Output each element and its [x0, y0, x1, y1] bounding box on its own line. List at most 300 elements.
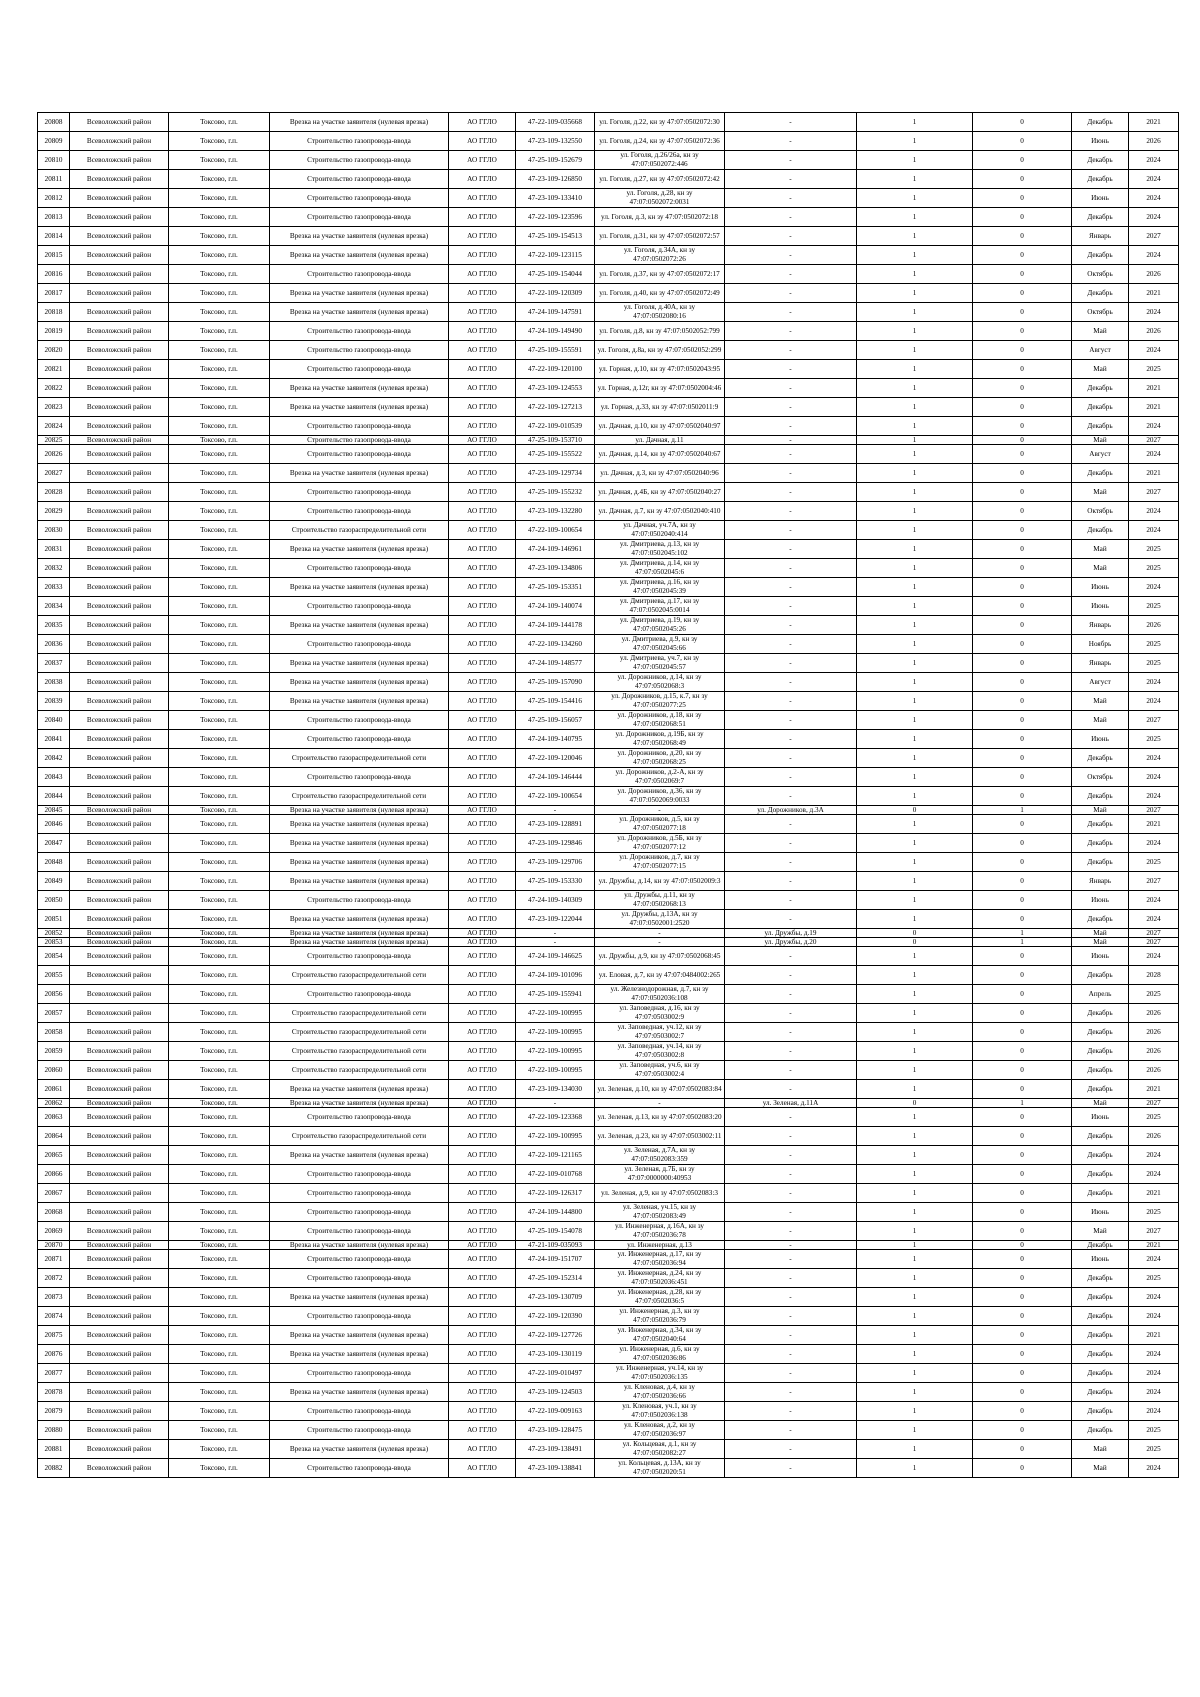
month-cell: Декабрь — [1072, 834, 1129, 853]
address-cadastral-cell: ул. Горная, д.33, кн зу 47:07:0502011:9 — [595, 398, 725, 417]
table-row — [38, 947, 1179, 966]
alt-address-cell: - — [725, 341, 857, 360]
work-type-cell: Строительство газораспределительной сети — [270, 787, 449, 806]
organization-cell: АО ГГЛО — [449, 1241, 516, 1250]
work-type-cell: Строительство газопровода-ввода — [270, 151, 449, 170]
address-cadastral-cell: ул. Инженерная, д.28, кн зу 47:07:0502036:5 — [595, 1288, 725, 1307]
settlement-cell: Токсово, г.п. — [169, 1203, 270, 1222]
application-code-cell: 47-22-109-120309 — [516, 284, 595, 303]
organization-cell: АО ГГЛО — [449, 303, 516, 322]
table-row — [38, 1080, 1179, 1099]
quantity-b-cell: 0 — [973, 692, 1072, 711]
year-cell: 2024 — [1129, 417, 1179, 436]
district-cell: Всеволожский район — [70, 1099, 169, 1108]
quantity-b-cell: 0 — [973, 1326, 1072, 1345]
settlement-cell: Токсово, г.п. — [169, 483, 270, 502]
table-row — [38, 417, 1179, 436]
quantity-a-cell: 1 — [857, 673, 973, 692]
alt-address-cell: - — [725, 891, 857, 910]
table-row — [38, 284, 1179, 303]
work-type-cell: Врезка на участке заявителя (нулевая врезка) — [270, 1080, 449, 1099]
row-number-cell: 20809 — [38, 132, 70, 151]
alt-address-cell: - — [725, 910, 857, 929]
district-cell: Всеволожский район — [70, 806, 169, 815]
table-row — [38, 1440, 1179, 1459]
quantity-a-cell: 1 — [857, 1108, 973, 1127]
table-row — [38, 1383, 1179, 1402]
row-number-cell: 20822 — [38, 379, 70, 398]
settlement-cell: Токсово, г.п. — [169, 445, 270, 464]
quantity-b-cell: 0 — [973, 597, 1072, 616]
settlement-cell: Токсово, г.п. — [169, 616, 270, 635]
month-cell: Декабрь — [1072, 1269, 1129, 1288]
month-cell: Май — [1072, 540, 1129, 559]
year-cell: 2026 — [1129, 1061, 1179, 1080]
district-cell: Всеволожский район — [70, 966, 169, 985]
district-cell: Всеволожский район — [70, 654, 169, 673]
alt-address-cell: - — [725, 1459, 857, 1478]
work-type-cell: Строительство газопровода-ввода — [270, 360, 449, 379]
address-cadastral-cell: ул. Железнодорожная, д.7, кн зу 47:07:0502036:108 — [595, 985, 725, 1004]
work-type-cell: Строительство газопровода-ввода — [270, 189, 449, 208]
row-number-cell: 20836 — [38, 635, 70, 654]
work-type-cell: Строительство газопровода-ввода — [270, 891, 449, 910]
alt-address-cell: - — [725, 787, 857, 806]
row-number-cell: 20814 — [38, 227, 70, 246]
row-number-cell: 20813 — [38, 208, 70, 227]
table-row — [38, 1099, 1179, 1108]
settlement-cell: Токсово, г.п. — [169, 711, 270, 730]
month-cell: Декабрь — [1072, 1307, 1129, 1326]
quantity-a-cell: 1 — [857, 1203, 973, 1222]
table-row — [38, 208, 1179, 227]
alt-address-cell: - — [725, 1345, 857, 1364]
row-number-cell: 20877 — [38, 1364, 70, 1383]
quantity-a-cell: 1 — [857, 417, 973, 436]
settlement-cell: Токсово, г.п. — [169, 1326, 270, 1345]
district-cell: Всеволожский район — [70, 872, 169, 891]
settlement-cell: Токсово, г.п. — [169, 1061, 270, 1080]
district-cell: Всеволожский район — [70, 1146, 169, 1165]
district-cell: Всеволожский район — [70, 417, 169, 436]
quantity-b-cell: 0 — [973, 1146, 1072, 1165]
settlement-cell: Токсово, г.п. — [169, 360, 270, 379]
work-type-cell: Строительство газопровода-ввода — [270, 322, 449, 341]
district-cell: Всеволожский район — [70, 938, 169, 947]
gasification-schedule-table — [37, 112, 1179, 1478]
work-type-cell: Врезка на участке заявителя (нулевая врезка) — [270, 616, 449, 635]
organization-cell: АО ГГЛО — [449, 1459, 516, 1478]
row-number-cell: 20860 — [38, 1061, 70, 1080]
quantity-a-cell: 1 — [857, 464, 973, 483]
organization-cell: АО ГГЛО — [449, 834, 516, 853]
quantity-a-cell: 1 — [857, 1402, 973, 1421]
district-cell: Всеволожский район — [70, 616, 169, 635]
quantity-b-cell: 0 — [973, 1269, 1072, 1288]
year-cell: 2024 — [1129, 170, 1179, 189]
address-cadastral-cell: ул. Дорожников, д.5, кн зу 47:07:0502077:18 — [595, 815, 725, 834]
district-cell: Всеволожский район — [70, 540, 169, 559]
year-cell: 2025 — [1129, 635, 1179, 654]
row-number-cell: 20845 — [38, 806, 70, 815]
work-type-cell: Строительство газопровода-ввода — [270, 1421, 449, 1440]
settlement-cell: Токсово, г.п. — [169, 379, 270, 398]
alt-address-cell: - — [725, 578, 857, 597]
table-row — [38, 1269, 1179, 1288]
district-cell: Всеволожский район — [70, 113, 169, 132]
month-cell: Октябрь — [1072, 303, 1129, 322]
address-cadastral-cell: ул. Дорожников, д.19Б, кн зу 47:07:0502068:49 — [595, 730, 725, 749]
quantity-a-cell: 1 — [857, 284, 973, 303]
quantity-a-cell: 1 — [857, 1146, 973, 1165]
row-number-cell: 20824 — [38, 417, 70, 436]
quantity-b-cell: 0 — [973, 436, 1072, 445]
quantity-a-cell: 1 — [857, 341, 973, 360]
alt-address-cell: - — [725, 1222, 857, 1241]
quantity-a-cell: 1 — [857, 265, 973, 284]
district-cell: Всеволожский район — [70, 1421, 169, 1440]
month-cell: Декабрь — [1072, 1146, 1129, 1165]
work-type-cell: Строительство газопровода-ввода — [270, 436, 449, 445]
year-cell: 2024 — [1129, 189, 1179, 208]
year-cell: 2024 — [1129, 692, 1179, 711]
application-code-cell: 47-23-109-138491 — [516, 1440, 595, 1459]
work-type-cell: Строительство газопровода-ввода — [270, 1250, 449, 1269]
alt-address-cell: - — [725, 132, 857, 151]
year-cell: 2024 — [1129, 1459, 1179, 1478]
quantity-a-cell: 1 — [857, 1023, 973, 1042]
row-number-cell: 20848 — [38, 853, 70, 872]
application-code-cell: 47-24-109-149490 — [516, 322, 595, 341]
district-cell: Всеволожский район — [70, 749, 169, 768]
table-row — [38, 673, 1179, 692]
organization-cell: АО ГГЛО — [449, 578, 516, 597]
year-cell: 2027 — [1129, 938, 1179, 947]
month-cell: Август — [1072, 673, 1129, 692]
year-cell: 2025 — [1129, 540, 1179, 559]
table-row — [38, 872, 1179, 891]
address-cadastral-cell: ул. Гоголя, д.8а, кн зу 47:07:0502052:299 — [595, 341, 725, 360]
month-cell: Декабрь — [1072, 1421, 1129, 1440]
settlement-cell: Токсово, г.п. — [169, 787, 270, 806]
organization-cell: АО ГГЛО — [449, 208, 516, 227]
quantity-b-cell: 0 — [973, 379, 1072, 398]
quantity-a-cell: 1 — [857, 436, 973, 445]
work-type-cell: Строительство газопровода-ввода — [270, 445, 449, 464]
quantity-a-cell: 1 — [857, 1364, 973, 1383]
quantity-b-cell: 0 — [973, 265, 1072, 284]
quantity-a-cell: 1 — [857, 170, 973, 189]
quantity-a-cell: 1 — [857, 1440, 973, 1459]
district-cell: Всеволожский район — [70, 1004, 169, 1023]
year-cell: 2021 — [1129, 113, 1179, 132]
quantity-b-cell: 0 — [973, 853, 1072, 872]
row-number-cell: 20838 — [38, 673, 70, 692]
work-type-cell: Врезка на участке заявителя (нулевая врезка) — [270, 246, 449, 265]
year-cell: 2025 — [1129, 559, 1179, 578]
work-type-cell: Врезка на участке заявителя (нулевая врезка) — [270, 113, 449, 132]
settlement-cell: Токсово, г.п. — [169, 559, 270, 578]
address-cadastral-cell: ул. Дмитриева, д.17, кн зу 47:07:0502045:0014 — [595, 597, 725, 616]
address-cadastral-cell: ул. Зеленая, д.13, кн зу 47:07:0502083:20 — [595, 1108, 725, 1127]
organization-cell: АО ГГЛО — [449, 806, 516, 815]
quantity-b-cell: 0 — [973, 966, 1072, 985]
month-cell: Декабрь — [1072, 1042, 1129, 1061]
table-row — [38, 1042, 1179, 1061]
alt-address-cell: - — [725, 1023, 857, 1042]
quantity-a-cell: 1 — [857, 1250, 973, 1269]
settlement-cell: Токсово, г.п. — [169, 170, 270, 189]
quantity-a-cell: 1 — [857, 711, 973, 730]
organization-cell: АО ГГЛО — [449, 265, 516, 284]
quantity-a-cell: 1 — [857, 853, 973, 872]
organization-cell: АО ГГЛО — [449, 1099, 516, 1108]
address-cadastral-cell: ул. Дмитриева, д.14, кн зу 47:07:0502045:6 — [595, 559, 725, 578]
quantity-a-cell: 1 — [857, 787, 973, 806]
address-cadastral-cell: ул. Зеленая, д.10, кн зу 47:07:0502083:84 — [595, 1080, 725, 1099]
settlement-cell: Токсово, г.п. — [169, 1108, 270, 1127]
alt-address-cell: - — [725, 616, 857, 635]
table-row — [38, 1345, 1179, 1364]
quantity-b-cell: 0 — [973, 673, 1072, 692]
row-number-cell: 20866 — [38, 1165, 70, 1184]
organization-cell: АО ГГЛО — [449, 1269, 516, 1288]
district-cell: Всеволожский район — [70, 398, 169, 417]
table-row — [38, 616, 1179, 635]
table-row — [38, 1165, 1179, 1184]
quantity-b-cell: 0 — [973, 1023, 1072, 1042]
table-body — [38, 113, 1179, 1478]
address-cadastral-cell: - — [595, 938, 725, 947]
month-cell: Май — [1072, 1099, 1129, 1108]
district-cell: Всеволожский район — [70, 1326, 169, 1345]
settlement-cell: Токсово, г.п. — [169, 749, 270, 768]
year-cell: 2025 — [1129, 654, 1179, 673]
quantity-a-cell: 1 — [857, 597, 973, 616]
district-cell: Всеволожский район — [70, 151, 169, 170]
year-cell: 2027 — [1129, 872, 1179, 891]
row-number-cell: 20851 — [38, 910, 70, 929]
row-number-cell: 20873 — [38, 1288, 70, 1307]
year-cell: 2025 — [1129, 1108, 1179, 1127]
alt-address-cell: - — [725, 635, 857, 654]
work-type-cell: Строительство газопровода-ввода — [270, 341, 449, 360]
row-number-cell: 20843 — [38, 768, 70, 787]
address-cadastral-cell: ул. Кленовая, д.4, кн зу 47:07:0502036:66 — [595, 1383, 725, 1402]
organization-cell: АО ГГЛО — [449, 815, 516, 834]
organization-cell: АО ГГЛО — [449, 1004, 516, 1023]
alt-address-cell: - — [725, 483, 857, 502]
address-cadastral-cell: ул. Инженерная, д.13 — [595, 1241, 725, 1250]
alt-address-cell: ул. Зеленая, д.11А — [725, 1099, 857, 1108]
table-row — [38, 815, 1179, 834]
table-row — [38, 436, 1179, 445]
alt-address-cell: - — [725, 1184, 857, 1203]
organization-cell: АО ГГЛО — [449, 1061, 516, 1080]
application-code-cell: 47-24-109-147591 — [516, 303, 595, 322]
table-row — [38, 246, 1179, 265]
organization-cell: АО ГГЛО — [449, 113, 516, 132]
settlement-cell: Токсово, г.п. — [169, 1184, 270, 1203]
work-type-cell: Строительство газопровода-ввода — [270, 1108, 449, 1127]
table-row — [38, 1023, 1179, 1042]
organization-cell: АО ГГЛО — [449, 521, 516, 540]
application-code-cell: 47-22-109-121165 — [516, 1146, 595, 1165]
application-code-cell: 47-23-109-126850 — [516, 170, 595, 189]
address-cadastral-cell: ул. Дмитриева, д.19, кн зу 47:07:0502045:26 — [595, 616, 725, 635]
organization-cell: АО ГГЛО — [449, 322, 516, 341]
month-cell: Декабрь — [1072, 246, 1129, 265]
district-cell: Всеволожский район — [70, 189, 169, 208]
year-cell: 2027 — [1129, 483, 1179, 502]
table-row — [38, 1326, 1179, 1345]
district-cell: Всеволожский район — [70, 322, 169, 341]
settlement-cell: Токсово, г.п. — [169, 1099, 270, 1108]
row-number-cell: 20871 — [38, 1250, 70, 1269]
settlement-cell: Токсово, г.п. — [169, 208, 270, 227]
row-number-cell: 20854 — [38, 947, 70, 966]
month-cell: Декабрь — [1072, 464, 1129, 483]
quantity-b-cell: 0 — [973, 1127, 1072, 1146]
organization-cell: АО ГГЛО — [449, 284, 516, 303]
alt-address-cell: - — [725, 1080, 857, 1099]
alt-address-cell: - — [725, 322, 857, 341]
organization-cell: АО ГГЛО — [449, 1288, 516, 1307]
quantity-a-cell: 1 — [857, 1345, 973, 1364]
year-cell: 2021 — [1129, 1326, 1179, 1345]
month-cell: Декабрь — [1072, 1326, 1129, 1345]
year-cell: 2025 — [1129, 1203, 1179, 1222]
quantity-a-cell: 0 — [857, 929, 973, 938]
alt-address-cell: - — [725, 189, 857, 208]
work-type-cell: Врезка на участке заявителя (нулевая врезка) — [270, 692, 449, 711]
quantity-b-cell: 0 — [973, 208, 1072, 227]
row-number-cell: 20810 — [38, 151, 70, 170]
quantity-b-cell: 0 — [973, 189, 1072, 208]
district-cell: Всеволожский район — [70, 284, 169, 303]
work-type-cell: Врезка на участке заявителя (нулевая врезка) — [270, 1241, 449, 1250]
month-cell: Апрель — [1072, 985, 1129, 1004]
table-row — [38, 938, 1179, 947]
settlement-cell: Токсово, г.п. — [169, 284, 270, 303]
table-row — [38, 635, 1179, 654]
address-cadastral-cell: ул. Дачная, д.3, кн зу 47:07:0502040:96 — [595, 464, 725, 483]
settlement-cell: Токсово, г.п. — [169, 966, 270, 985]
year-cell: 2024 — [1129, 521, 1179, 540]
quantity-a-cell: 1 — [857, 502, 973, 521]
month-cell: Декабрь — [1072, 1364, 1129, 1383]
district-cell: Всеволожский район — [70, 1307, 169, 1326]
alt-address-cell: - — [725, 1203, 857, 1222]
table-row — [38, 521, 1179, 540]
alt-address-cell: - — [725, 417, 857, 436]
alt-address-cell: ул. Дружбы, д.20 — [725, 938, 857, 947]
quantity-a-cell: 1 — [857, 360, 973, 379]
organization-cell: АО ГГЛО — [449, 436, 516, 445]
settlement-cell: Токсово, г.п. — [169, 265, 270, 284]
row-number-cell: 20853 — [38, 938, 70, 947]
quantity-b-cell: 1 — [973, 1099, 1072, 1108]
table-row — [38, 1061, 1179, 1080]
month-cell: Май — [1072, 806, 1129, 815]
table-row — [38, 227, 1179, 246]
application-code-cell: 47-23-109-133410 — [516, 189, 595, 208]
row-number-cell: 20842 — [38, 749, 70, 768]
month-cell: Декабрь — [1072, 966, 1129, 985]
district-cell: Всеволожский район — [70, 360, 169, 379]
address-cadastral-cell: ул. Зеленая, д.7А, кн зу 47:07:0502083:359 — [595, 1146, 725, 1165]
alt-address-cell: - — [725, 1307, 857, 1326]
quantity-a-cell: 1 — [857, 947, 973, 966]
work-type-cell: Строительство газопровода-ввода — [270, 1165, 449, 1184]
application-code-cell: 47-23-109-124553 — [516, 379, 595, 398]
district-cell: Всеволожский район — [70, 673, 169, 692]
organization-cell: АО ГГЛО — [449, 189, 516, 208]
month-cell: Июнь — [1072, 132, 1129, 151]
district-cell: Всеволожский район — [70, 985, 169, 1004]
table-row — [38, 322, 1179, 341]
table-row — [38, 170, 1179, 189]
work-type-cell: Строительство газопровода-ввода — [270, 208, 449, 227]
table-row — [38, 1241, 1179, 1250]
year-cell: 2021 — [1129, 815, 1179, 834]
row-number-cell: 20862 — [38, 1099, 70, 1108]
quantity-b-cell: 0 — [973, 947, 1072, 966]
organization-cell: АО ГГЛО — [449, 1165, 516, 1184]
work-type-cell: Врезка на участке заявителя (нулевая врезка) — [270, 929, 449, 938]
quantity-a-cell: 1 — [857, 834, 973, 853]
row-number-cell: 20817 — [38, 284, 70, 303]
year-cell: 2025 — [1129, 1269, 1179, 1288]
address-cadastral-cell: ул. Кольцевая, д.13А, кн зу 47:07:0502020:51 — [595, 1459, 725, 1478]
address-cadastral-cell: ул. Заповедная, уч.6, кн зу 47:07:0503002:4 — [595, 1061, 725, 1080]
application-code-cell: 47-25-109-154078 — [516, 1222, 595, 1241]
alt-address-cell: - — [725, 1042, 857, 1061]
quantity-b-cell: 0 — [973, 1042, 1072, 1061]
quantity-a-cell: 1 — [857, 635, 973, 654]
month-cell: Декабрь — [1072, 398, 1129, 417]
year-cell: 2021 — [1129, 1184, 1179, 1203]
row-number-cell: 20864 — [38, 1127, 70, 1146]
settlement-cell: Токсово, г.п. — [169, 246, 270, 265]
settlement-cell: Токсово, г.п. — [169, 692, 270, 711]
district-cell: Всеволожский район — [70, 170, 169, 189]
row-number-cell: 20867 — [38, 1184, 70, 1203]
month-cell: Декабрь — [1072, 170, 1129, 189]
month-cell: Октябрь — [1072, 265, 1129, 284]
year-cell: 2026 — [1129, 322, 1179, 341]
settlement-cell: Токсово, г.п. — [169, 1269, 270, 1288]
work-type-cell: Врезка на участке заявителя (нулевая врезка) — [270, 654, 449, 673]
table-row — [38, 189, 1179, 208]
table-row — [38, 929, 1179, 938]
work-type-cell: Врезка на участке заявителя (нулевая врезка) — [270, 1326, 449, 1345]
quantity-a-cell: 1 — [857, 483, 973, 502]
table-row — [38, 692, 1179, 711]
district-cell: Всеволожский район — [70, 1023, 169, 1042]
application-code-cell: 47-24-109-144800 — [516, 1203, 595, 1222]
month-cell: Декабрь — [1072, 1061, 1129, 1080]
quantity-b-cell: 0 — [973, 521, 1072, 540]
district-cell: Всеволожский район — [70, 1459, 169, 1478]
settlement-cell: Токсово, г.п. — [169, 1146, 270, 1165]
year-cell: 2025 — [1129, 597, 1179, 616]
address-cadastral-cell: ул. Гоголя, д.3, кн зу 47:07:0502072:18 — [595, 208, 725, 227]
settlement-cell: Токсово, г.п. — [169, 1402, 270, 1421]
address-cadastral-cell: ул. Зеленая, д.9, кн зу 47:07:0502083:3 — [595, 1184, 725, 1203]
district-cell: Всеволожский район — [70, 1203, 169, 1222]
quantity-a-cell: 1 — [857, 1241, 973, 1250]
